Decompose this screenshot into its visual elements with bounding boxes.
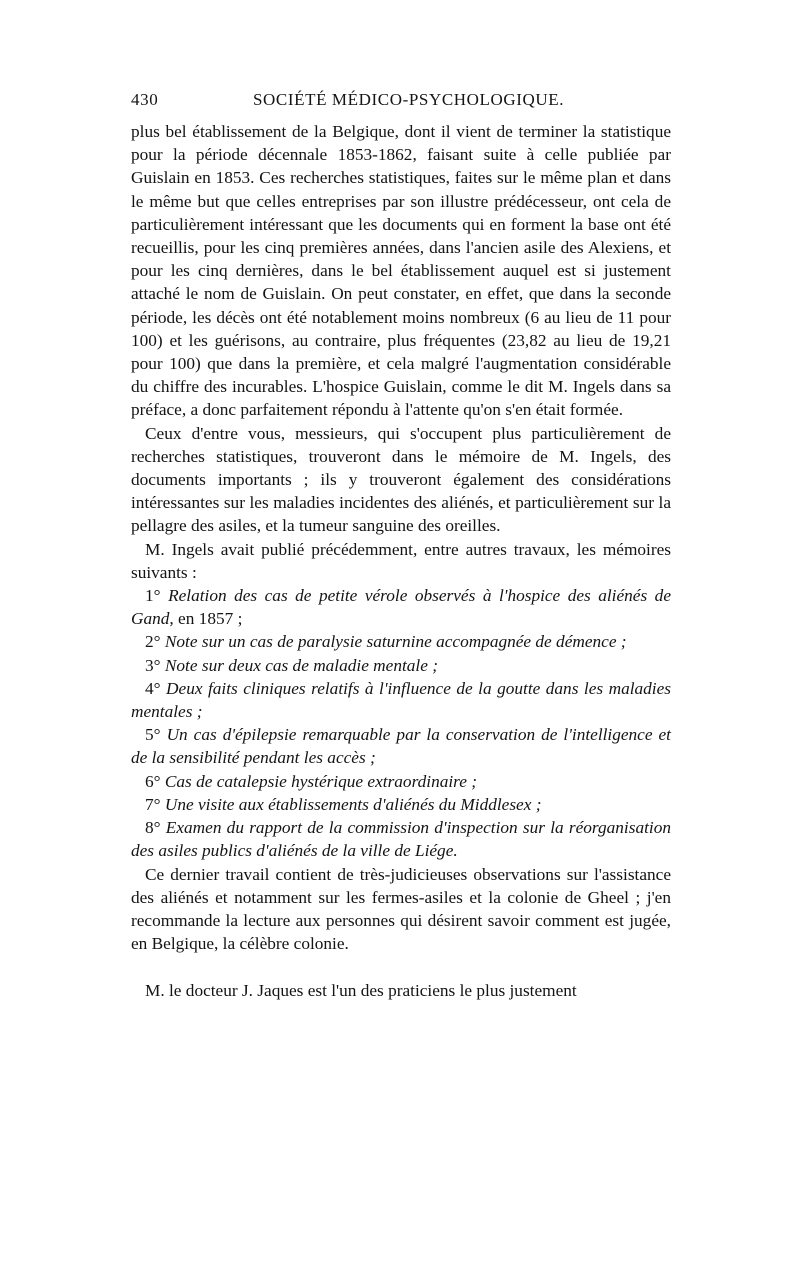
list-item: 3° Note sur deux cas de maladie mentale ;: [145, 655, 438, 675]
works-list: [131, 584, 671, 862]
list-item: 6° Cas de catalepsie hystérique extraordinaire ;: [145, 771, 478, 791]
paragraph-jaques: M. le docteur J. Jaques est l'un des praticiens le plus justement: [145, 981, 577, 1001]
paragraph-statistics: plus bel établissement de la Belgique, dont il vient de terminer la statistique pour la période décennale 1853-1862, faisant suite à celle publiée par Guislain en 1853. Ces recherches statistiques, faites sur le même plan et dans le même but que celles entreprises par son illustre prédécesseur, ont cela de particulièrement intéressant que les documents qui en forment la base ont été recueillis, pour les cinq premières années, dans l'ancien asile des Alexiens, et pour les cinq dernières, dans le bel établissement auquel est si justement attaché le nom de Guislain. On peut constater, en effet, que dans la seconde période, les décès ont été notablement moins nombreux (6 au lieu de 11 pour 100) et les guérisons, au contraire, plus fréquentes (23,82 au lieu de 19,21 pour 100) que dans la première, et cela malgré l'augmentation considérable du chiffre des incurables. L'hospice Guislain, comme le dit M. Ingels dans sa préface, a donc parfaitement répondu à l'attente qu'on s'en était formée.: [131, 122, 671, 420]
paragraph-researchers: Ceux d'entre vous, messieurs, qui s'occupent plus particulièrement de recherches statistiques, trouveront dans le mémoire de M. Ingels, des documents importants ; ils y trouveront également des considérations intéressantes sur les maladies incidentes des aliénés, et particulièrement sur la pellagre des asiles, et la tumeur sanguine des oreilles.: [131, 423, 671, 536]
running-head: [131, 88, 671, 114]
list-item: 5° Un cas d'épilepsie remarquable par la conservation de l'intelligence et de la sensibilité pendant les accès ;: [131, 725, 671, 768]
list-item: 7° Une visite aux établissements d'aliénés du Middlesex ;: [145, 794, 542, 814]
page-number: 430: [131, 90, 159, 109]
list-item: 4° Deux faits cliniques relatifs à l'influence de la goutte dans les maladies mentales ;: [131, 678, 671, 722]
paragraph-closing: Ce dernier travail contient de très-judicieuses observations sur l'assistance des aliénés et notamment sur les fermes-asiles et la colonie de Gheel ; j'en recommande la lecture aux personnes qui désirent savoir comment est jugée, en Belgique, la célèbre colonie.: [131, 864, 671, 954]
book-page: [131, 88, 671, 1003]
list-item: 8° Examen du rapport de la commission d'inspection sur la réorganisation des asiles publics d'aliénés de la ville de Liége.: [131, 818, 671, 861]
running-title: SOCIÉTÉ MÉDICO-PSYCHOLOGIQUE.: [253, 90, 565, 109]
list-item: 1° Relation des cas de petite vérole observés à l'hospice des aliénés de Gand, en 1857 ;: [131, 586, 671, 629]
section-gap: [131, 955, 671, 979]
paragraph-previous-works: M. Ingels avait publié précédemment, entre autres travaux, les mémoires suivants :: [131, 539, 671, 582]
list-item: 2° Note sur un cas de paralysie saturnine accompagnée de démence ;: [145, 632, 627, 652]
